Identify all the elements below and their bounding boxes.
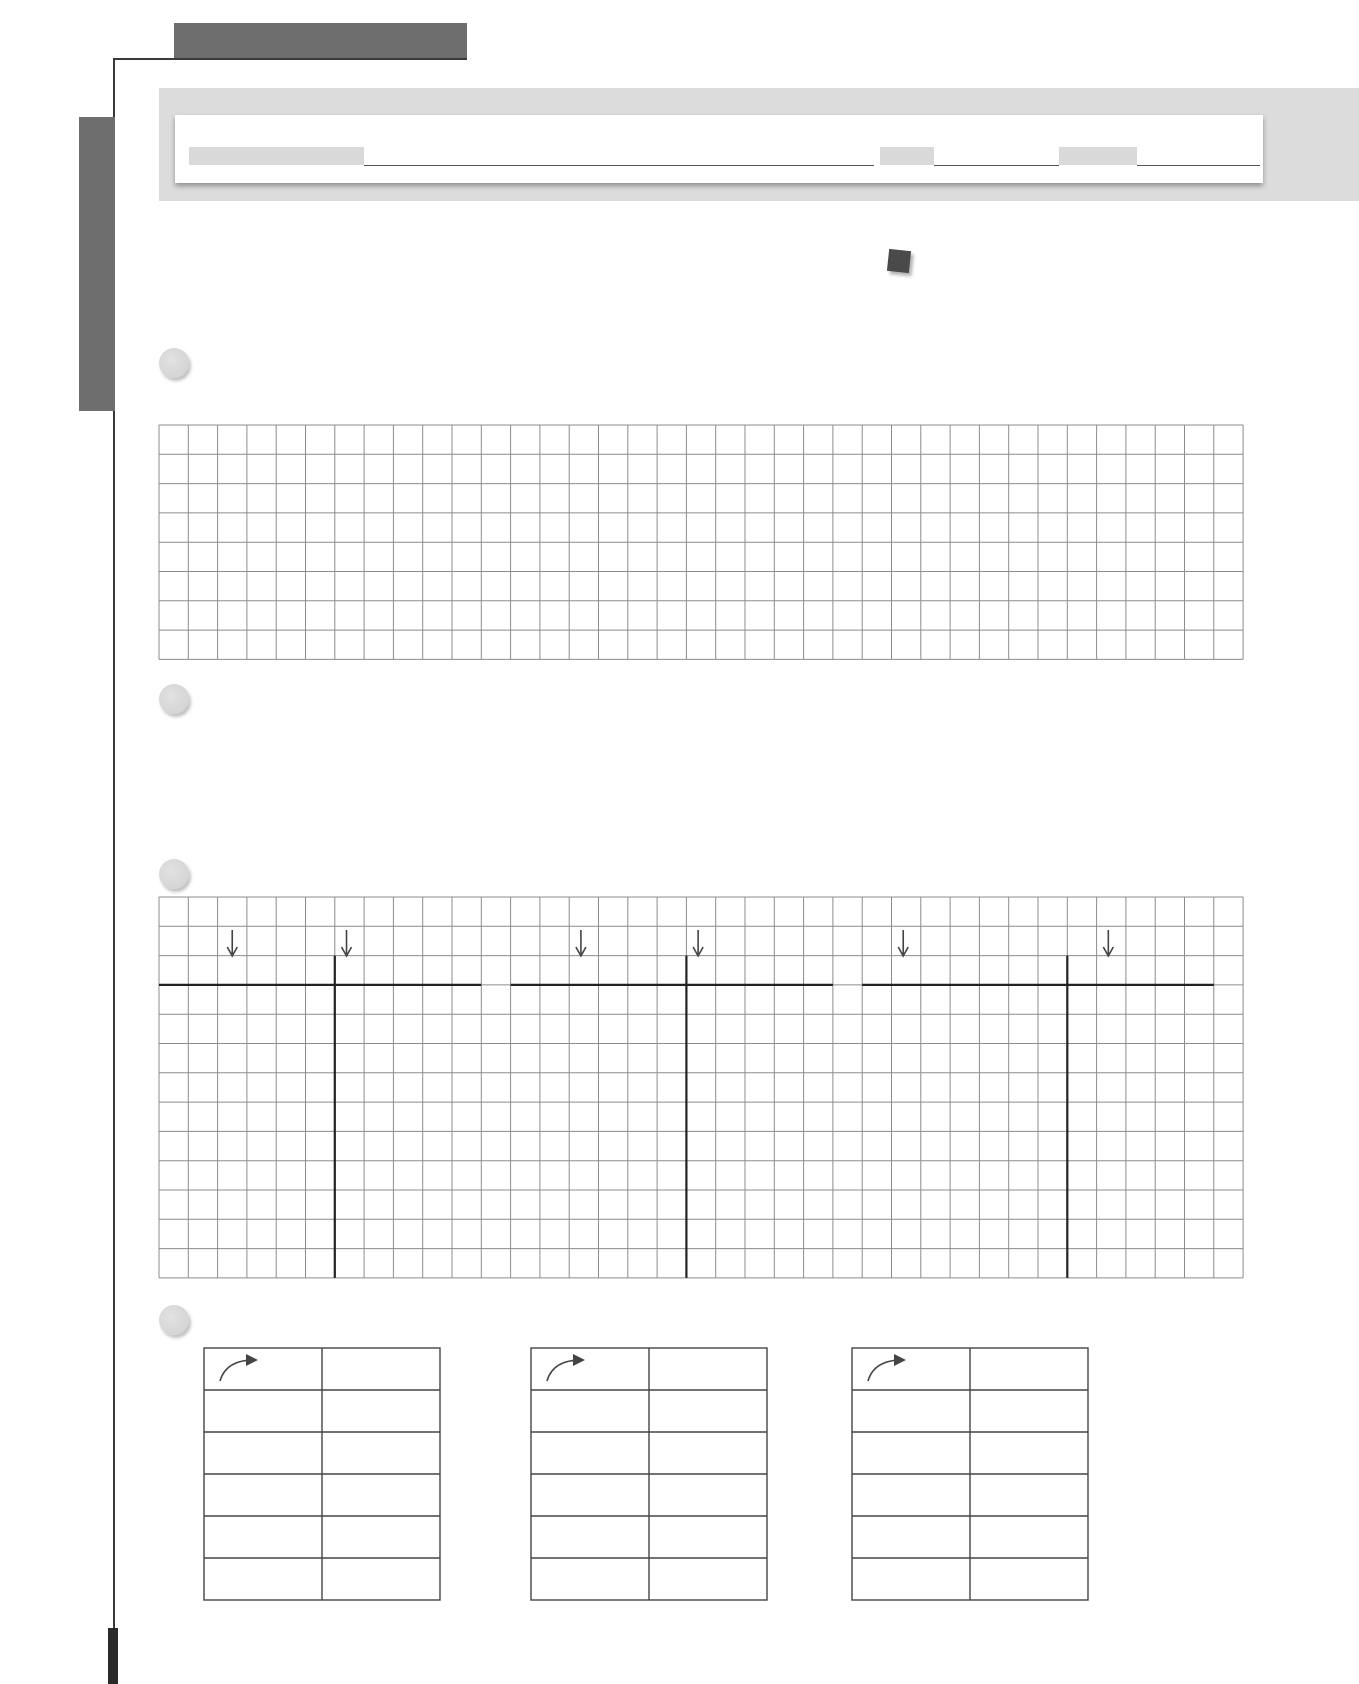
- chain-table-3: [852, 1348, 1088, 1600]
- down-arrow-icon: [227, 930, 237, 956]
- curved-arrow-icon: [868, 1354, 906, 1381]
- exercise-1-grid: [159, 425, 1243, 659]
- curved-arrow-icon: [220, 1354, 258, 1381]
- chain-table-2: [531, 1348, 767, 1600]
- down-arrow-icon: [576, 930, 586, 956]
- exercise-3-grid: [159, 897, 1243, 1278]
- down-arrow-icon: [693, 930, 703, 956]
- down-arrow-icon: [898, 930, 908, 956]
- chain-table-1: [204, 1348, 440, 1600]
- curved-arrow-head: [573, 1354, 585, 1366]
- down-arrow-icon: [1103, 930, 1113, 956]
- curved-arrow-head: [894, 1354, 906, 1366]
- subtraction-layout-2: [511, 956, 833, 1278]
- curved-arrow-icon: [547, 1354, 585, 1381]
- subtraction-layout-1: [159, 956, 481, 1278]
- down-arrow-icon: [342, 930, 352, 956]
- curved-arrow-head: [246, 1354, 258, 1366]
